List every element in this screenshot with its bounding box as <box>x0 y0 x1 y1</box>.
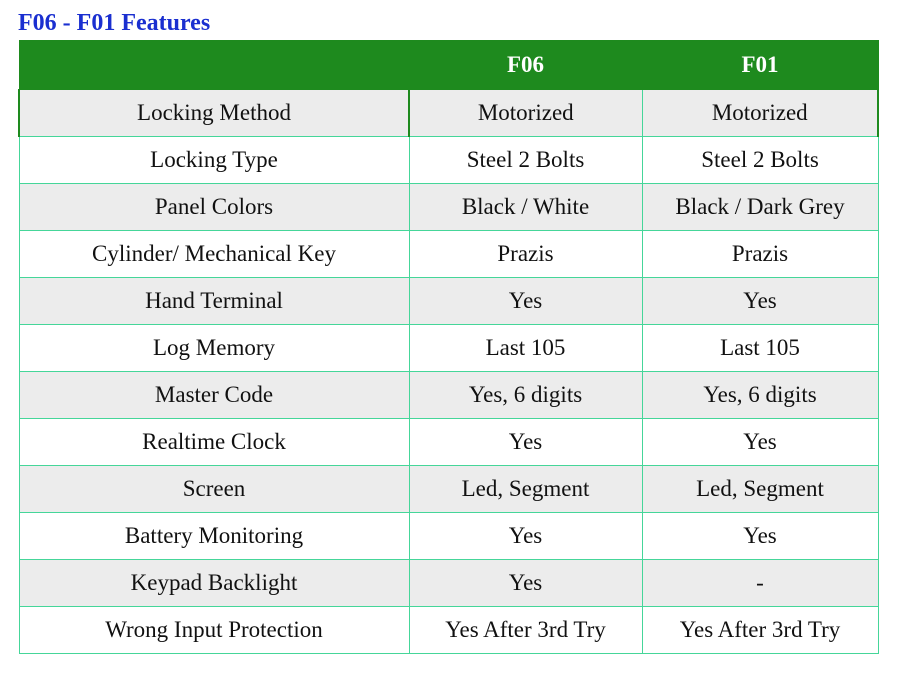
table-cell-f06: Motorized <box>409 90 642 137</box>
table-cell-f06: Black / White <box>409 184 642 231</box>
table-cell-feature: Master Code <box>19 372 409 419</box>
table-row <box>19 419 878 466</box>
table-header <box>19 41 878 90</box>
table-cell-f01: Yes After 3rd Try <box>642 607 878 654</box>
table-cell-f06: Prazis <box>409 231 642 278</box>
table-cell-f01: Black / Dark Grey <box>642 184 878 231</box>
table-row <box>19 278 878 325</box>
page-title: F06 - F01 Features <box>18 10 211 36</box>
table-cell-f01: Prazis <box>642 231 878 278</box>
table-cell-feature: Cylinder/ Mechanical Key <box>19 231 409 278</box>
table-cell-feature: Keypad Backlight <box>19 560 409 607</box>
table-cell-f06: Yes <box>409 560 642 607</box>
table-cell-feature: Log Memory <box>19 325 409 372</box>
table-cell-f01: Yes <box>642 419 878 466</box>
table-cell-feature: Locking Type <box>19 137 409 184</box>
header-cell-feature <box>19 41 409 90</box>
table-cell-feature: Screen <box>19 466 409 513</box>
table-cell-feature: Wrong Input Protection <box>19 607 409 654</box>
header-cell-f06: F06 <box>409 41 642 90</box>
table-cell-feature: Realtime Clock <box>19 419 409 466</box>
table-cell-f06: Led, Segment <box>409 466 642 513</box>
table-row <box>19 184 878 231</box>
table-row <box>19 325 878 372</box>
table-cell-feature: Locking Method <box>19 90 409 137</box>
table-cell-f01: Yes, 6 digits <box>642 372 878 419</box>
table-cell-f06: Yes After 3rd Try <box>409 607 642 654</box>
table-cell-f06: Yes, 6 digits <box>409 372 642 419</box>
table-row <box>19 560 878 607</box>
table-row <box>19 90 878 137</box>
table-row <box>19 513 878 560</box>
table-row <box>19 372 878 419</box>
table-cell-feature: Battery Monitoring <box>19 513 409 560</box>
table-cell-f01: Yes <box>642 513 878 560</box>
table-cell-feature: Hand Terminal <box>19 278 409 325</box>
features-comparison-table <box>18 40 879 654</box>
table-cell-f01: Led, Segment <box>642 466 878 513</box>
table-row <box>19 607 878 654</box>
table-cell-f06: Yes <box>409 278 642 325</box>
table-cell-f06: Last 105 <box>409 325 642 372</box>
table-row <box>19 231 878 278</box>
table-cell-f01: Last 105 <box>642 325 878 372</box>
table-cell-feature: Panel Colors <box>19 184 409 231</box>
table-cell-f01: Steel 2 Bolts <box>642 137 878 184</box>
header-cell-f01: F01 <box>642 41 878 90</box>
table-cell-f01: Yes <box>642 278 878 325</box>
table-row <box>19 466 878 513</box>
table-cell-f01: Motorized <box>642 90 878 137</box>
header-row <box>19 41 878 90</box>
table-body <box>19 90 878 654</box>
table-cell-f01: - <box>642 560 878 607</box>
table-cell-f06: Yes <box>409 419 642 466</box>
table-cell-f06: Steel 2 Bolts <box>409 137 642 184</box>
table-cell-f06: Yes <box>409 513 642 560</box>
table-row <box>19 137 878 184</box>
